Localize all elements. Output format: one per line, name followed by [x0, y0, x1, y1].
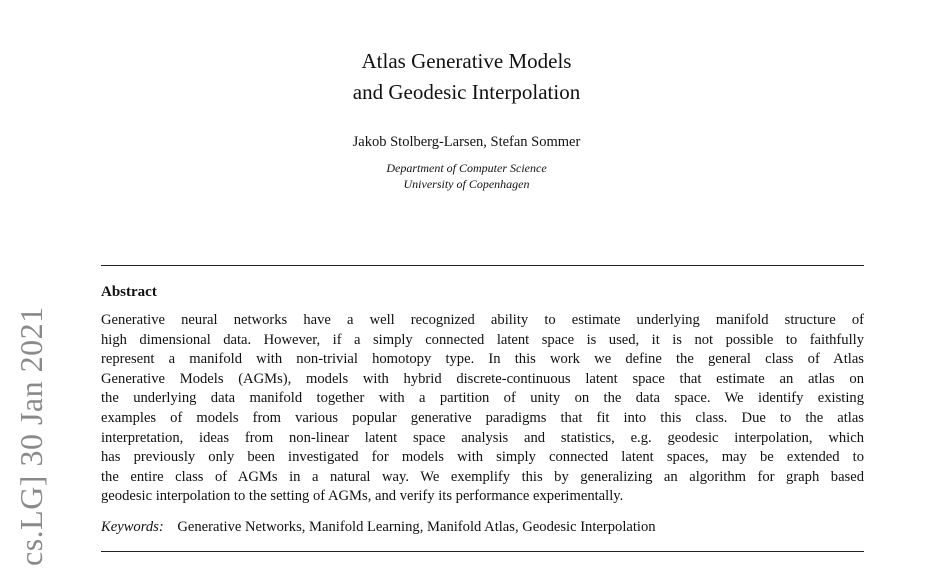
title-line-2: and Geodesic Interpolation: [352, 80, 581, 104]
abstract-heading: Abstract: [101, 284, 157, 300]
keywords-label: Keywords:: [101, 519, 164, 535]
abstract-line: the underlying data manifold together with a partition of unity on the data space. We identify existing: [101, 390, 864, 407]
abstract-body: [101, 311, 864, 507]
abstract-line: Generative Models (AGMs), models with hybrid discrete-continuous latent space that estimate an atlas on: [101, 370, 864, 387]
abstract-line: interpretation, ideas from non-linear latent space analysis and statistics, e.g. geodesic interpolation, which: [101, 429, 864, 446]
abstract-line: represent a manifold with non-trivial homotopy type. In this work we define the general class of Atlas: [101, 351, 864, 368]
affiliation-university: University of Copenhagen: [403, 177, 530, 191]
affiliation: [0, 160, 933, 192]
author-list: Jakob Stolberg-Larsen, Stefan Sommer: [352, 134, 581, 150]
abstract-line: has previously only been investigated for models with simply connected latent spaces, may be extended to: [101, 449, 864, 466]
abstract-line: Generative neural networks have a well recognized ability to estimate underlying manifold structure of: [101, 312, 864, 328]
affiliation-department: Department of Computer Science: [386, 161, 547, 175]
title-line-1: Atlas Generative Models: [361, 49, 572, 73]
paper-title: [0, 46, 933, 108]
keywords-list: Generative Networks, Manifold Learning, Manifold Atlas, Geodesic Interpolation: [177, 519, 656, 535]
abstract-line: high dimensional data. However, if a simply connected latent space is used, it is not possible to faithfully: [101, 331, 864, 348]
abstract-line: the entire class of AGMs in a natural way. We exemplify this by generalizing an algorithm for graph based: [101, 468, 864, 485]
abstract-bottom-rule: [101, 551, 864, 552]
arxiv-sidebar-stamp: cs.LG] 30 Jan 2021: [13, 306, 49, 566]
abstract-line: geodesic interpolation to the setting of AGMs, and verify its performance experimentally.: [101, 488, 624, 505]
keywords: [101, 517, 656, 537]
abstract-top-rule: [101, 265, 864, 266]
abstract-line: examples of models from various popular generative paradigms that fit into this class. Due to the atlas: [101, 409, 864, 426]
